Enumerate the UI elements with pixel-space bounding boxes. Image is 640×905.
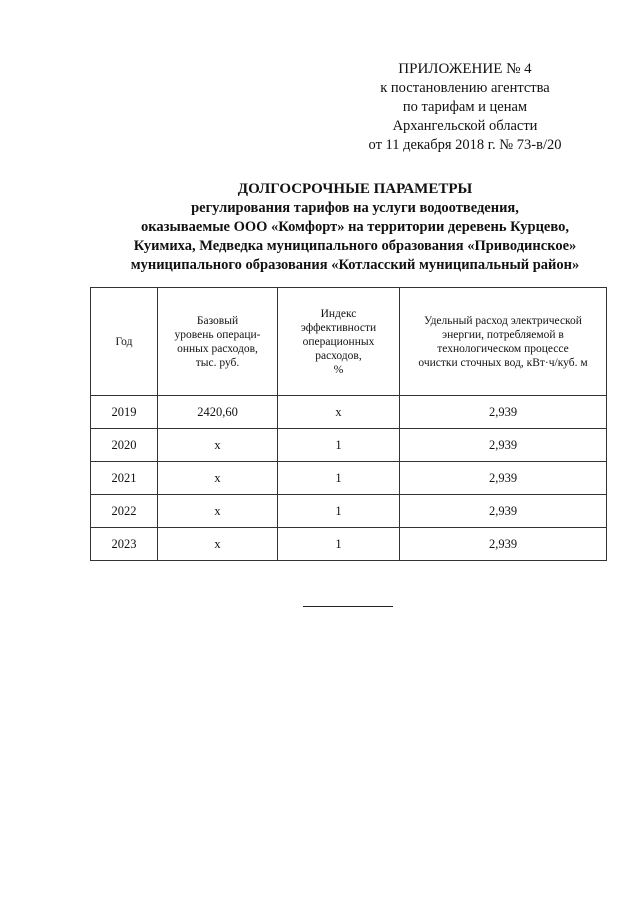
heading-line: муниципального образования «Котласский муниципальный район»	[130, 257, 580, 273]
heading-line: Куимиха, Медведка муниципального образования «Приводинское»	[133, 238, 577, 254]
cell-base: 2420,60	[158, 396, 278, 429]
cell-energy: 2,939	[400, 429, 607, 462]
cell-energy: 2,939	[400, 528, 607, 561]
cell-energy: 2,939	[400, 396, 607, 429]
appendix-date-line: от 11 декабря 2018 г. № 73-в/20	[368, 137, 562, 153]
header-efficiency-index: Индекс эффективности операционных расходов, %	[278, 288, 400, 396]
appendix-block	[330, 60, 600, 155]
appendix-title: ПРИЛОЖЕНИЕ № 4	[398, 61, 532, 77]
cell-year: 2020	[91, 429, 158, 462]
table-header-row	[91, 288, 607, 396]
table-row	[91, 429, 607, 462]
parameters-table	[90, 287, 607, 561]
cell-index: 1	[278, 429, 400, 462]
appendix-line: Архангельской области	[392, 118, 538, 134]
cell-base: х	[158, 528, 278, 561]
cell-energy: 2,939	[400, 462, 607, 495]
appendix-line: к постановлению агентства	[380, 80, 550, 96]
heading-line: регулирования тарифов на услуги водоотведения,	[191, 200, 519, 216]
table-row	[91, 528, 607, 561]
cell-index: 1	[278, 528, 400, 561]
heading-line: оказываемые ООО «Комфорт» на территории деревень Курцево,	[141, 219, 569, 235]
table-row	[91, 495, 607, 528]
table-row	[91, 462, 607, 495]
header-base-level: Базовый уровень операци- онных расходов, тыс. руб.	[158, 288, 278, 396]
document-heading	[70, 180, 640, 275]
cell-energy: 2,939	[400, 495, 607, 528]
cell-index: 1	[278, 495, 400, 528]
closing-divider	[303, 606, 393, 607]
header-year: Год	[91, 288, 158, 396]
table-row	[91, 396, 607, 429]
cell-base: х	[158, 462, 278, 495]
heading-title: ДОЛГОСРОЧНЫЕ ПАРАМЕТРЫ	[237, 181, 473, 197]
cell-year: 2019	[91, 396, 158, 429]
cell-base: х	[158, 429, 278, 462]
cell-year: 2021	[91, 462, 158, 495]
cell-year: 2022	[91, 495, 158, 528]
appendix-line: по тарифам и ценам	[402, 99, 528, 115]
cell-index: х	[278, 396, 400, 429]
header-energy-consumption: Удельный расход электрической энергии, потребляемой в технологическом процессе очистки сточных вод, кВт·ч/куб. м	[400, 288, 607, 396]
cell-index: 1	[278, 462, 400, 495]
cell-base: х	[158, 495, 278, 528]
cell-year: 2023	[91, 528, 158, 561]
